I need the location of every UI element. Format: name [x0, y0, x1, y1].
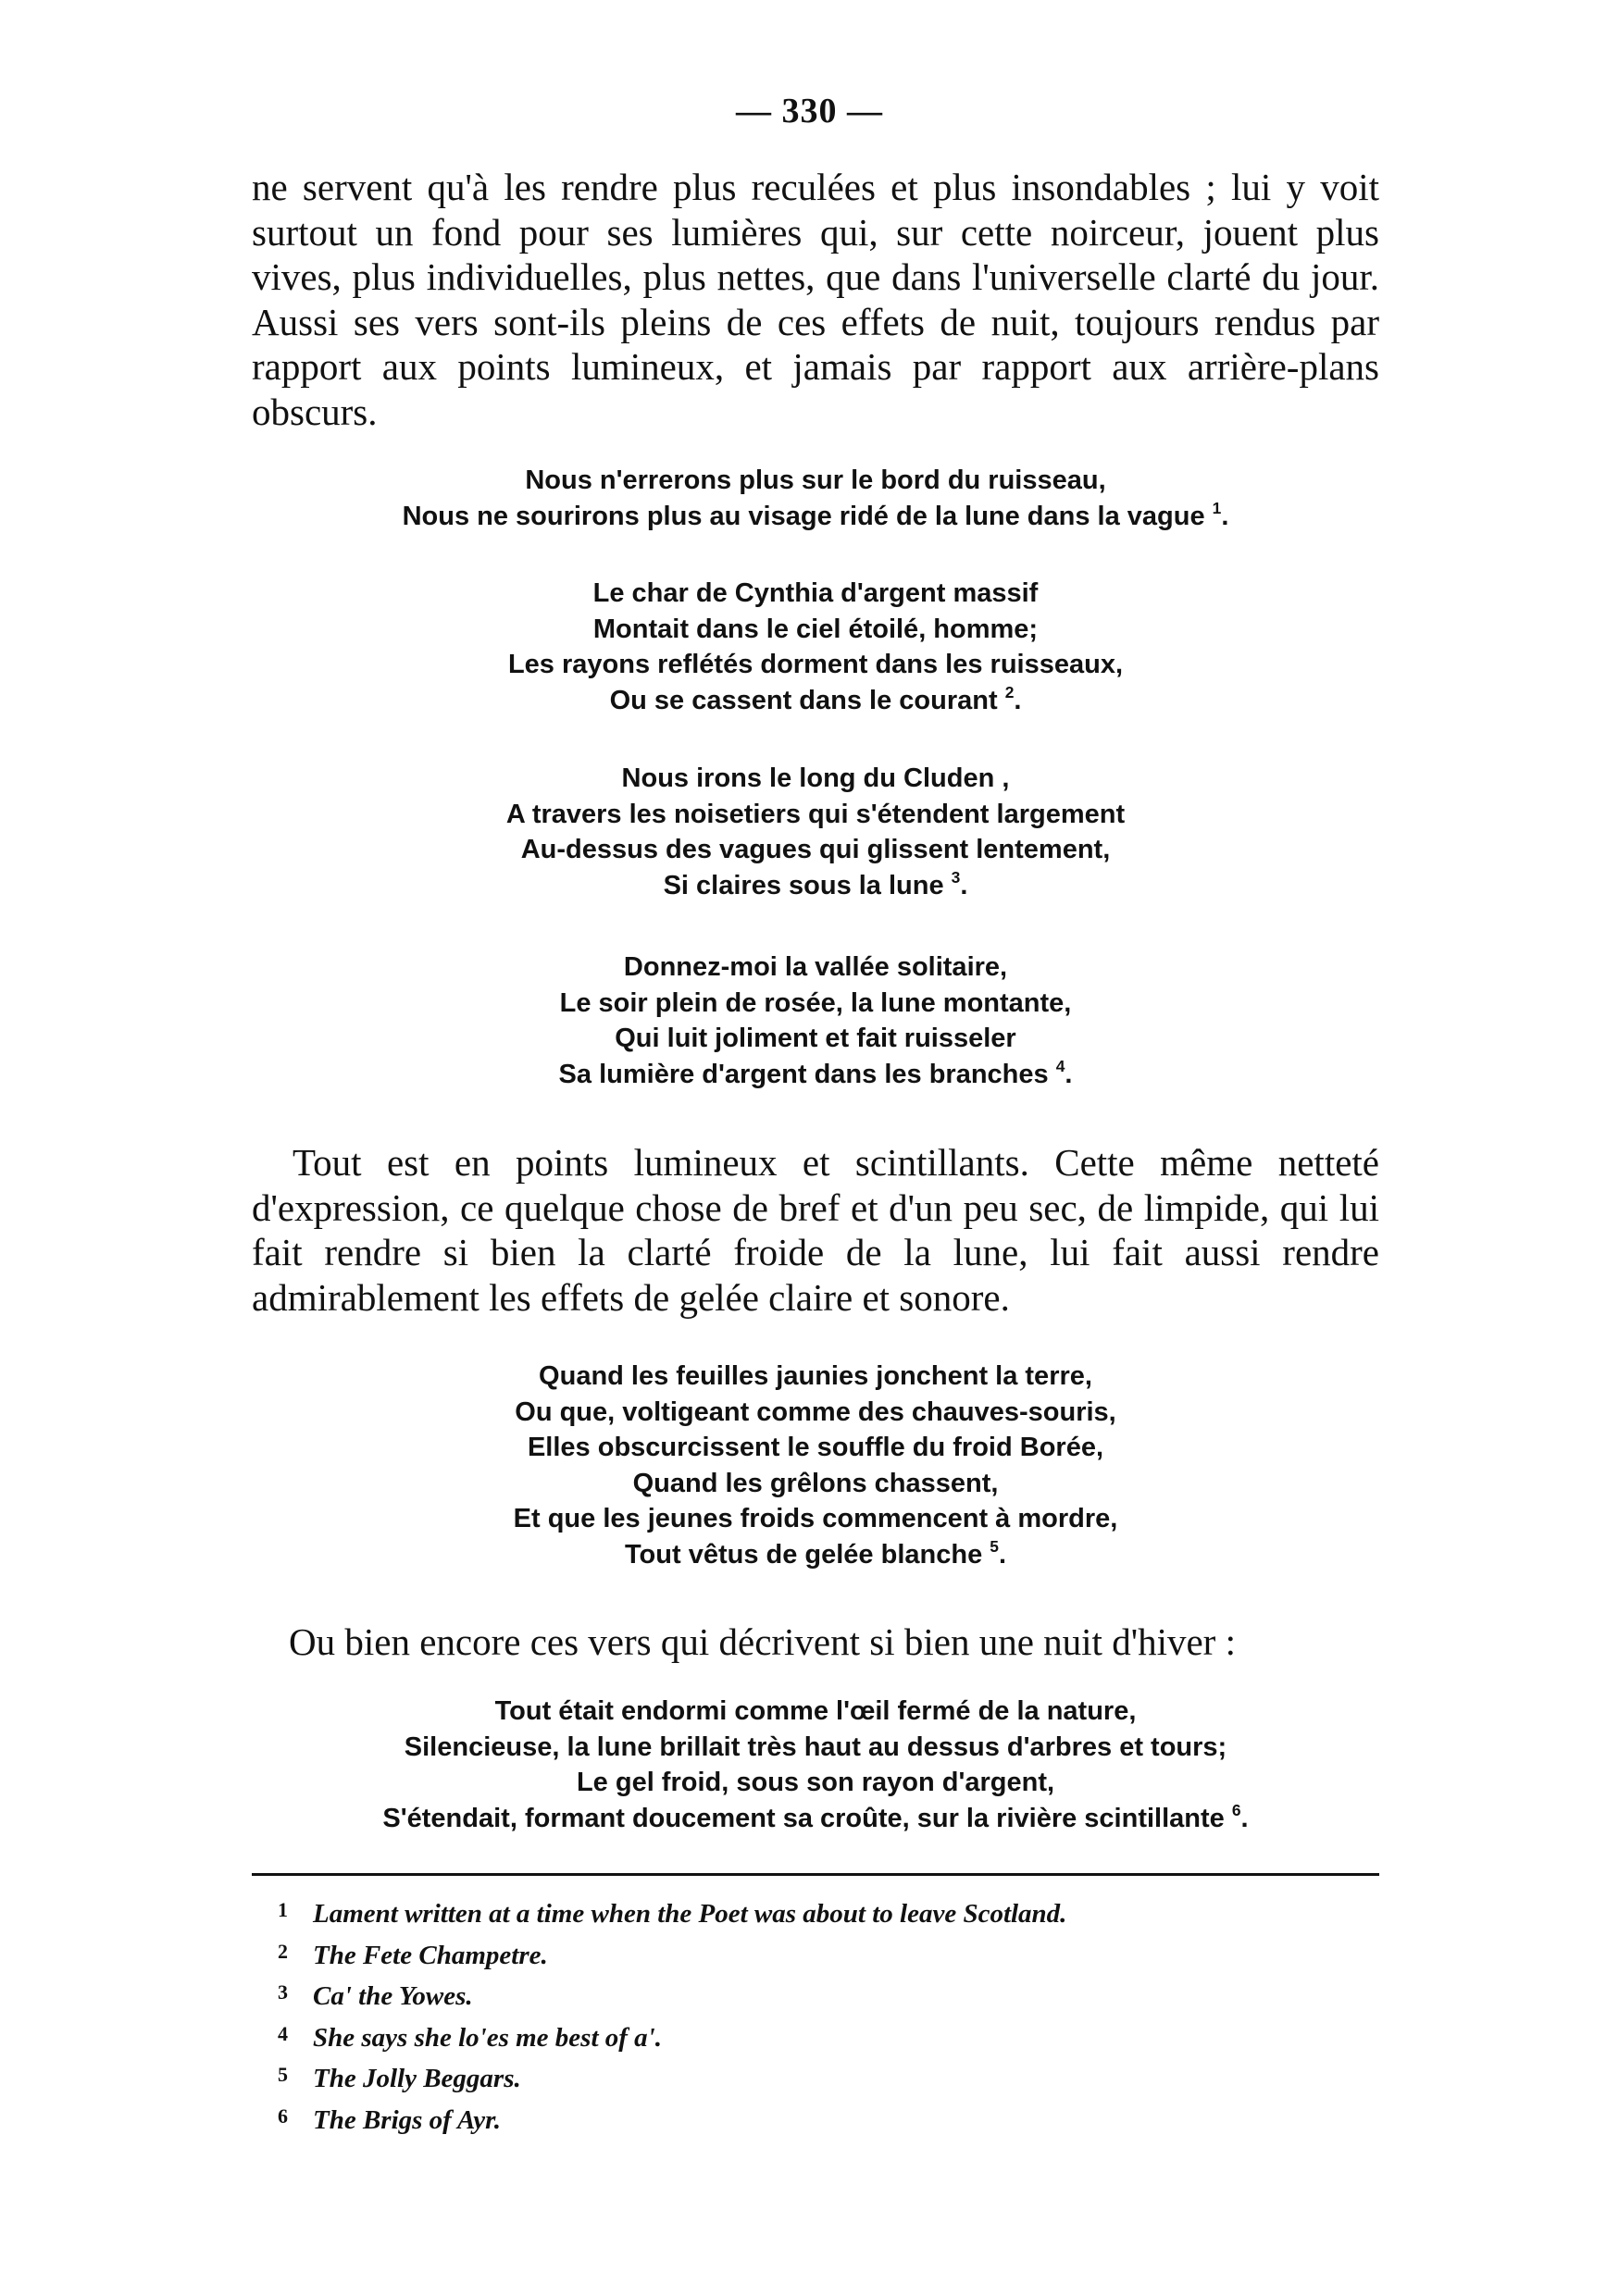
verse-3: Nous irons le long du Cluden , A travers les noisetiers qui s'étendent largement Au-dessus des vagues qui glissent lentement, Si claires sous la lune $^3$.	[252, 761, 1379, 903]
footnote-ref: 2	[1004, 682, 1015, 701]
footnote-number: 1	[278, 1898, 288, 1921]
footnote	[278, 2016, 1370, 2057]
verse-line: Les rayons reflétés dorment dans les ruisseaux,	[507, 650, 1124, 679]
verse-line: Le gel froid, sous son rayon d'argent,	[576, 1768, 1055, 1797]
verse-1: Nous n'errerons plus sur le bord du ruisseau, Nous ne sourirons plus au visage ridé de la lune dans la vague $^1$.	[252, 463, 1379, 534]
footnote-text: The Jolly Beggars.	[313, 2064, 521, 2093]
verse-line: Et que les jeunes froids commencent à mordre,	[513, 1504, 1118, 1533]
verse-2: Le char de Cynthia d'argent massif Montait dans le ciel étoilé, homme; Les rayons reflétés dorment dans les ruisseaux, Ou se cassent dans le courant $^2$.	[252, 576, 1379, 718]
footnote-number: 2	[278, 1939, 288, 1963]
footnote-ref: 4	[1055, 1056, 1065, 1075]
footnote-number: 3	[278, 1980, 288, 2004]
footnote-ref: 6	[1231, 1800, 1241, 1819]
verse-line: Donnez-moi la vallée solitaire,	[623, 952, 1008, 982]
footnote-ref: 3	[951, 867, 961, 887]
verse-line: Quand les grêlons chassent,	[632, 1468, 999, 1498]
footnote	[278, 1933, 1370, 1975]
verse-line: Le char de Cynthia d'argent massif	[592, 578, 1039, 608]
verse-line: Montait dans le ciel étoilé, homme;	[592, 614, 1039, 644]
footnote-number: 4	[278, 2021, 288, 2045]
verse-line: Quand les feuilles jaunies jonchent la terre,	[539, 1361, 1092, 1391]
verse-line: Si claires sous la lune	[663, 870, 944, 900]
verse-4: Donnez-moi la vallée solitaire, Le soir plein de rosée, la lune montante, Qui luit joliment et fait ruisseler Sa lumière d'argent dans les branches $^4$.	[252, 949, 1379, 1092]
verse-line: Sa lumière d'argent dans les branches	[558, 1059, 1049, 1089]
footnote	[278, 1892, 1370, 1933]
verse-line: S'étendait, formant doucement sa croûte, sur la rivière scintillante	[382, 1803, 1225, 1833]
verse-line: A travers les noisetiers qui s'étendent largement	[505, 799, 1126, 829]
footnote-text: The Fete Champetre.	[313, 1940, 548, 1970]
verse-6: Tout était endormi comme l'œil fermé de la nature, Silencieuse, la lune brillait très haut au dessus d'arbres et tours; Le gel froid, sous son rayon d'argent, S'étendait, formant doucement sa croûte, sur la rivière scintillante $^6$.	[252, 1694, 1379, 1836]
footnote-text: Ca' the Yowes.	[313, 1981, 473, 2011]
verse-line: Silencieuse, la lune brillait très haut au dessus d'arbres et tours;	[404, 1731, 1227, 1762]
footnote	[278, 1974, 1370, 2016]
footnote-text: She says she lo'es me best of a'.	[313, 2022, 662, 2053]
footnote-text: Lament written at a time when the Poet was about to leave Scotland.	[313, 1899, 1067, 1929]
verse-line: Nous ne sourirons plus au visage ridé de la lune dans la vague	[402, 501, 1205, 531]
verse-line: Elles obscurcissent le souffle du froid Borée,	[527, 1433, 1104, 1462]
footnote-number: 5	[278, 2063, 288, 2086]
verse-line: Tout vêtus de gelée blanche	[624, 1539, 983, 1570]
verse-line: Ou que, voltigeant comme des chauves-souris,	[515, 1396, 1116, 1427]
footnote	[278, 2098, 1370, 2140]
verse-line: Nous irons le long du Cluden ,	[621, 763, 1010, 793]
paragraph-3: Ou bien encore ces vers qui décrivent si bien une nuit d'hiver :	[289, 1620, 1236, 1663]
verse-line: Ou se cassent dans le courant	[609, 685, 998, 715]
footnote-text: The Brigs of Ayr.	[313, 2104, 502, 2135]
verse-line: Nous n'errerons plus sur le bord du ruisseau,	[525, 465, 1106, 495]
footnote	[278, 2056, 1370, 2098]
footnote-divider	[252, 1873, 1379, 1876]
footnote-ref: 1	[1212, 498, 1222, 517]
verse-line: Le soir plein de rosée, la lune montante,	[559, 987, 1072, 1018]
verse-line: Tout était endormi comme l'œil fermé de la nature,	[494, 1696, 1137, 1726]
page-number: — 330 —	[736, 92, 883, 130]
footnotes	[278, 1892, 1370, 2139]
footnote-number: 6	[278, 2104, 288, 2128]
verse-5: Quand les feuilles jaunies jonchent la terre, Ou que, voltigeant comme des chauves-souris, Elles obscurcissent le souffle du froid Borée, Quand les grêlons chassent, Et que les jeunes froids commencent à mordre, Tout vêtus de gelée blanche $^5$.	[252, 1359, 1379, 1572]
footnote-ref: 5	[990, 1536, 999, 1556]
paragraph-1: ne servent qu'à les rendre plus reculées et plus insondables ; lui y voit surtout un fond pour ses lumières qui, sur cette noirceur, jouent plus vives, plus individuelles, plus nettes, que dans l'universelle clarté du jour. Aussi ses vers sont-ils pleins de ces effets de nuit, toujours rendus par rapport aux points lumineux, et jamais par rapport aux arrière-plans obscurs.	[252, 166, 1379, 433]
verse-line: Qui luit joliment et fait ruisseler	[615, 1024, 1016, 1053]
verse-line: Au-dessus des vagues qui glissent lentement,	[520, 835, 1111, 864]
paragraph-2: Tout est en points lumineux et scintillants. Cette même netteté d'expression, ce quelque chose de bref et d'un peu sec, de limpide, qui lui fait rendre si bien la clarté froide de la lune, lui fait aussi rendre admirablement les effets de gelée claire et sonore.	[252, 1141, 1379, 1319]
